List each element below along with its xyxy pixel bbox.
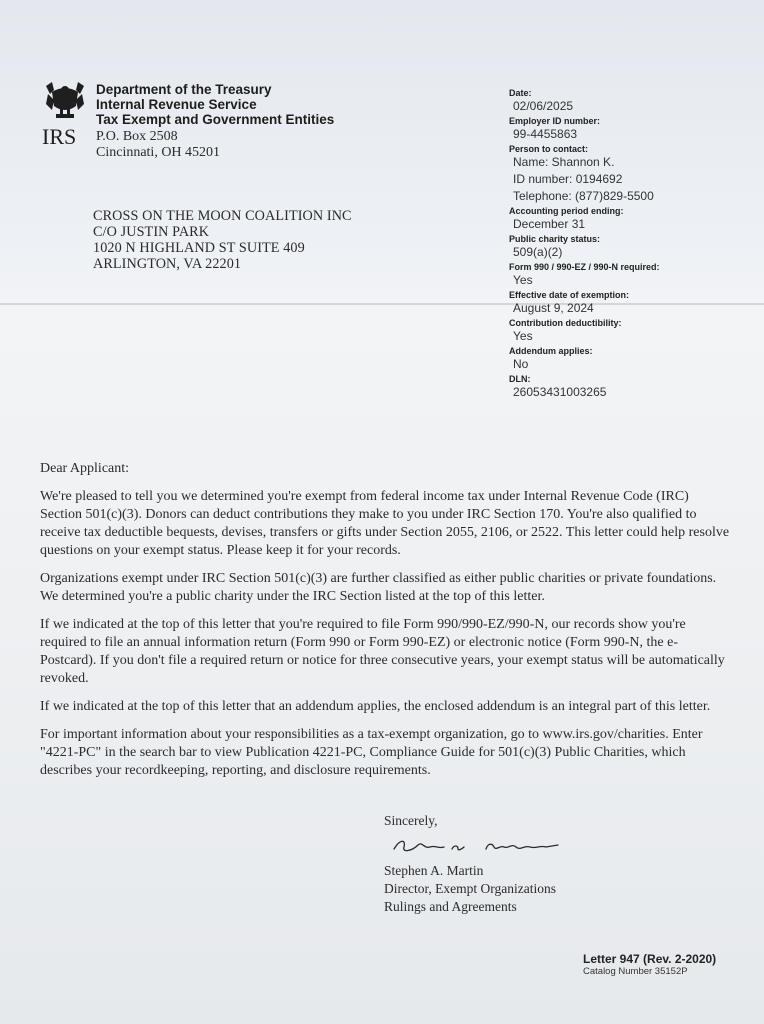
irs-eagle-logo-icon [40,80,90,148]
sidebar-field-value: Yes [513,329,533,343]
sidebar-field-label: Employer ID number: [509,116,601,126]
sidebar-field-value: Telephone: (877)829-5500 [513,189,654,203]
agency-address-line: P.O. Box 2508 [96,129,178,144]
letter-form-number: Letter 947 (Rev. 2-2020) [583,952,717,966]
catalog-number: Catalog Number 35152P [583,966,688,977]
sidebar-field-label: Addendum applies: [509,346,593,356]
sidebar-field-value: 509(a)(2) [513,245,563,259]
sidebar-field-label: Accounting period ending: [509,206,624,216]
letter-body [40,460,730,790]
sidebar-field-label: Person to contact: [509,144,589,154]
recipient-line: CROSS ON THE MOON COALITION INC [93,208,352,224]
signer-block [384,862,556,916]
irs-logo-text: IRS [42,124,77,148]
sidebar-field-label: Contribution deductibility: [509,318,622,328]
sidebar-field-label: Date: [509,88,532,98]
signer-title: Director, Exempt Organizations [384,881,557,896]
sidebar-field-value: Name: Shannon K. [513,155,615,169]
sidebar-field-label: Public charity status: [509,234,601,244]
sidebar-field-label: DLN: [509,374,531,384]
body-paragraph: For important information about your responsibilities as a tax-exempt organization, go to www.irs.gov/charities. Enter "4221-PC" in the search bar to view Publication 4221-PC, Compliance Guide for 501(c)(3) Public Charities, which describes your recordkeeping, reporting, and disclosure requirements. [40,727,703,778]
letter-info-sidebar [509,86,739,401]
agency-address [96,129,220,160]
agency-line: Department of the Treasury [96,82,272,97]
agency-address-line: Cincinnati, OH 45201 [96,144,221,160]
body-paragraph: We're pleased to tell you we determined you're exempt from federal income tax under Internal Revenue Code (IRC) Section 501(c)(3). Donors can deduct contributions they make to you under IRC Section 170. You're also qualified to receive tax deductible bequests, devises, transfers or gifts under Section 2055, 2106, or 2522. This letter could help resolve questions on your exempt status. Please keep it for your records. [40,489,730,558]
sidebar-field-value: December 31 [513,217,586,231]
sidebar-field-value: 26053431003265 [513,385,607,399]
body-paragraph: If we indicated at the top of this letter that you're required to file Form 990/990-EZ/990-N, our records show you're required to file an annual information return (Form 990 or Form 990-EZ) or electronic notice (Form 990-N, the e-Postcard). If you don't file a required return or notice for three consecutive years, your exempt status will be automatically revoked. [40,617,725,686]
salutation: Dear Applicant: [40,461,130,476]
signer-name: Stephen A. Martin [384,863,484,878]
sidebar-field-value: Yes [513,273,533,287]
body-paragraph: If we indicated at the top of this letter that an addendum applies, the enclosed addendum is an integral part of this letter. [40,699,711,714]
recipient-line: 1020 N HIGHLAND ST SUITE 409 [93,240,305,256]
handwritten-signature [390,835,570,857]
recipient-address [93,208,352,272]
closing-sincerely: Sincerely, [384,813,438,828]
agency-line: Internal Revenue Service [96,97,257,112]
recipient-line: C/O JUSTIN PARK [93,224,210,240]
sidebar-field-value: No [513,357,529,371]
agency-line: Tax Exempt and Government Entities [96,112,335,127]
sidebar-field-value: ID number: 0194692 [513,172,623,186]
signer-department: Rulings and Agreements [384,899,517,914]
agency-name [96,82,334,127]
sidebar-field-label: Form 990 / 990-EZ / 990-N required: [509,262,660,272]
sidebar-field-value: 99-4455863 [513,127,578,141]
sidebar-field-label: Effective date of exemption: [509,290,630,300]
recipient-line: ARLINGTON, VA 22201 [93,256,242,272]
letter-footer [583,952,716,977]
sidebar-field-value: 02/06/2025 [513,99,574,113]
sidebar-field-value: August 9, 2024 [513,301,594,315]
body-paragraph: Organizations exempt under IRC Section 501(c)(3) are further classified as either public charities or private foundations. We determined you're a public charity under the IRC Section listed at the top of this letter. [40,571,717,604]
